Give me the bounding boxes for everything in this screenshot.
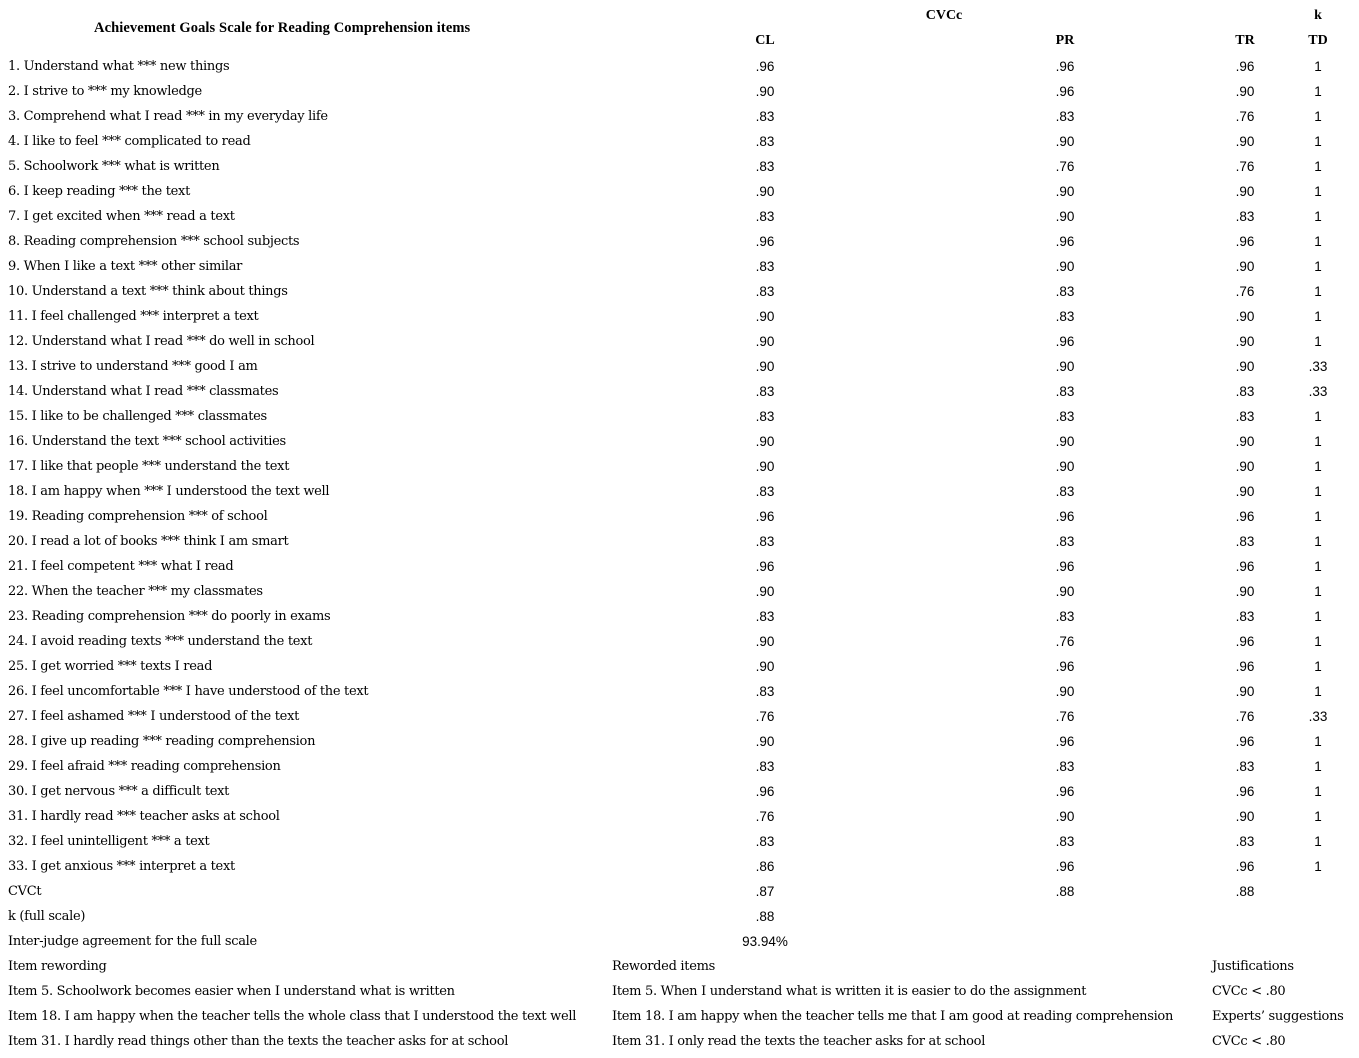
cell-pr: .76 — [1055, 709, 1075, 724]
cell-tr: .90 — [1235, 809, 1255, 824]
cell-td: 1 — [1314, 109, 1322, 124]
cell-tr: .90 — [1235, 259, 1255, 274]
row-label: 31. I hardly read *** teacher asks at school — [8, 809, 280, 824]
cell-pr: .83 — [1055, 759, 1075, 774]
cell-pr: .83 — [1055, 109, 1075, 124]
cell-tr: .96 — [1235, 234, 1255, 249]
cell-td: 1 — [1314, 809, 1322, 824]
cell-td: 1 — [1314, 284, 1322, 299]
cell-td: 1 — [1314, 634, 1322, 649]
row-label: 28. I give up reading *** reading comprehension — [8, 734, 316, 749]
cell-cl: .90 — [755, 734, 775, 749]
table-row — [0, 382, 1359, 407]
cell-pr: .83 — [1055, 484, 1075, 499]
cell-td: 1 — [1314, 184, 1322, 199]
cell-cl: .83 — [755, 284, 775, 299]
cell-pr: .83 — [1055, 284, 1075, 299]
cell-tr: .83 — [1235, 209, 1255, 224]
cell-pr: .83 — [1055, 309, 1075, 324]
cell-pr: .90 — [1055, 359, 1075, 374]
table-row — [0, 607, 1359, 632]
cell-td: 1 — [1314, 534, 1322, 549]
cell-td: 1 — [1314, 59, 1322, 74]
cell-td: 1 — [1314, 159, 1322, 174]
original-item: Item 31. I hardly read things other than the texts the teacher asks for at school — [8, 1034, 509, 1049]
table-row — [0, 357, 1359, 382]
group-header-k: k — [1314, 8, 1322, 23]
table-row — [0, 207, 1359, 232]
cell-td: 1 — [1314, 459, 1322, 474]
cell-td: 1 — [1314, 334, 1322, 349]
group-header-cvcc: CVCc — [925, 8, 963, 23]
row-label: 19. Reading comprehension *** of school — [8, 509, 268, 524]
cell-td: 1 — [1314, 134, 1322, 149]
cell-tr: .76 — [1235, 284, 1255, 299]
column-header-cl: CL — [755, 33, 775, 48]
row-label: 10. Understand a text *** think about things — [8, 284, 288, 299]
rewording-header-reworded: Reworded items — [612, 959, 715, 974]
cell-tr: .90 — [1235, 309, 1255, 324]
cell-td: 1 — [1314, 309, 1322, 324]
cell-pr: .96 — [1055, 84, 1075, 99]
cell-td: 1 — [1314, 784, 1322, 799]
cell-td: .33 — [1308, 709, 1328, 724]
cell-tr: .96 — [1235, 634, 1255, 649]
rewording-header-justification: Justifications — [1212, 959, 1294, 974]
cell-pr: .83 — [1055, 534, 1075, 549]
cell-pr: .90 — [1055, 209, 1075, 224]
table-title: Achievement Goals Scale for Reading Comprehension items — [94, 20, 471, 36]
row-label: 14. Understand what I read *** classmates — [8, 384, 279, 399]
cell-tr: .90 — [1235, 459, 1255, 474]
cell-tr: .83 — [1235, 534, 1255, 549]
table-row — [0, 757, 1359, 782]
table-row — [0, 482, 1359, 507]
cell-td: 1 — [1314, 834, 1322, 849]
row-label: k (full scale) — [8, 909, 86, 924]
cell-cl: .83 — [755, 834, 775, 849]
cell-td: .33 — [1308, 359, 1328, 374]
cell-pr: .83 — [1055, 834, 1075, 849]
row-label: 15. I like to be challenged *** classmates — [8, 409, 267, 424]
cell-td: 1 — [1314, 209, 1322, 224]
cell-td: 1 — [1314, 259, 1322, 274]
cell-tr: .83 — [1235, 759, 1255, 774]
row-label: 24. I avoid reading texts *** understand the text — [8, 634, 313, 649]
cell-cl: .90 — [755, 359, 775, 374]
cell-pr: .90 — [1055, 809, 1075, 824]
row-label: 11. I feel challenged *** interpret a text — [8, 309, 259, 324]
table-row — [0, 407, 1359, 432]
table-row — [0, 832, 1359, 857]
cell-td: .33 — [1308, 384, 1328, 399]
cell-td: 1 — [1314, 509, 1322, 524]
cell-cl: .83 — [755, 259, 775, 274]
row-label: 33. I get anxious *** interpret a text — [8, 859, 235, 874]
reworded-item: Item 31. I only read the texts the teacher asks for at school — [612, 1034, 986, 1049]
table-row — [0, 557, 1359, 582]
cell-tr: .90 — [1235, 84, 1255, 99]
cell-td: 1 — [1314, 434, 1322, 449]
row-label: 29. I feel afraid *** reading comprehension — [8, 759, 281, 774]
cell-pr: .90 — [1055, 459, 1075, 474]
rewording-row — [0, 982, 1359, 1007]
row-label: 27. I feel ashamed *** I understood of the text — [8, 709, 300, 724]
cell-tr: .96 — [1235, 734, 1255, 749]
cell-pr: .88 — [1055, 884, 1075, 899]
cell-tr: .83 — [1235, 834, 1255, 849]
cell-cl: .90 — [755, 659, 775, 674]
table-row — [0, 782, 1359, 807]
original-item: Item 5. Schoolwork becomes easier when I understand what is written — [8, 984, 455, 999]
cell-tr: .96 — [1235, 509, 1255, 524]
cell-pr: .90 — [1055, 259, 1075, 274]
cell-cl: .86 — [755, 859, 775, 874]
cell-tr: .83 — [1235, 409, 1255, 424]
cell-td: 1 — [1314, 859, 1322, 874]
justification: CVCc < .80 — [1212, 1034, 1286, 1049]
row-label: 18. I am happy when *** I understood the text well — [8, 484, 330, 499]
row-label: 30. I get nervous *** a difficult text — [8, 784, 230, 799]
table-row — [0, 582, 1359, 607]
cell-cl: .83 — [755, 484, 775, 499]
cell-cl: .76 — [755, 809, 775, 824]
cell-tr: .76 — [1235, 109, 1255, 124]
table-row — [0, 57, 1359, 82]
table-row — [0, 457, 1359, 482]
cell-pr: .96 — [1055, 334, 1075, 349]
cell-pr: .83 — [1055, 409, 1075, 424]
cell-tr: .96 — [1235, 559, 1255, 574]
reworded-item: Item 5. When I understand what is written it is easier to do the assignment — [612, 984, 1087, 999]
summary-agreement-row — [0, 932, 1359, 957]
table-row — [0, 257, 1359, 282]
cell-tr: .83 — [1235, 609, 1255, 624]
cell-cl: .83 — [755, 209, 775, 224]
cell-tr: .96 — [1235, 784, 1255, 799]
cell-pr: .76 — [1055, 634, 1075, 649]
row-label: 1. Understand what *** new things — [8, 59, 230, 74]
cell-cl: 93.94% — [742, 934, 788, 949]
table-row — [0, 332, 1359, 357]
table-row — [0, 857, 1359, 882]
cell-tr: .96 — [1235, 859, 1255, 874]
cell-tr: .90 — [1235, 134, 1255, 149]
cell-cl: .90 — [755, 184, 775, 199]
cell-cl: .90 — [755, 459, 775, 474]
cell-tr: .76 — [1235, 709, 1255, 724]
row-label: 7. I get excited when *** read a text — [8, 209, 235, 224]
row-label: 2. I strive to *** my knowledge — [8, 84, 202, 99]
cell-cl: .96 — [755, 509, 775, 524]
cell-td: 1 — [1314, 609, 1322, 624]
justification: CVCc < .80 — [1212, 984, 1286, 999]
row-label: 22. When the teacher *** my classmates — [8, 584, 263, 599]
cell-cl: .83 — [755, 684, 775, 699]
cell-td: 1 — [1314, 559, 1322, 574]
cell-pr: .83 — [1055, 609, 1075, 624]
cell-cl: .83 — [755, 159, 775, 174]
cell-tr: .90 — [1235, 684, 1255, 699]
cell-tr: .90 — [1235, 584, 1255, 599]
table-row — [0, 707, 1359, 732]
row-label: 21. I feel competent *** what I read — [8, 559, 234, 574]
cell-cl: .90 — [755, 634, 775, 649]
cell-tr: .76 — [1235, 159, 1255, 174]
cell-cl: .83 — [755, 759, 775, 774]
rewording-header-row — [0, 957, 1359, 982]
column-header-tr: TR — [1235, 33, 1255, 48]
cell-cl: .83 — [755, 409, 775, 424]
cell-cl: .88 — [755, 909, 775, 924]
cell-pr: .90 — [1055, 434, 1075, 449]
cell-cl: .83 — [755, 134, 775, 149]
row-label: 17. I like that people *** understand the text — [8, 459, 290, 474]
cell-tr: .88 — [1235, 884, 1255, 899]
table-row — [0, 432, 1359, 457]
cell-cl: .90 — [755, 334, 775, 349]
rewording-row — [0, 1032, 1359, 1057]
table-row — [0, 82, 1359, 107]
row-label: 4. I like to feel *** complicated to read — [8, 134, 251, 149]
cell-cl: .96 — [755, 59, 775, 74]
rewording-row — [0, 1007, 1359, 1032]
table-row — [0, 657, 1359, 682]
cell-td: 1 — [1314, 409, 1322, 424]
cell-pr: .96 — [1055, 59, 1075, 74]
column-header-pr: PR — [1055, 33, 1075, 48]
cell-pr: .76 — [1055, 159, 1075, 174]
cell-td: 1 — [1314, 484, 1322, 499]
cell-td: 1 — [1314, 84, 1322, 99]
cell-cl: .90 — [755, 309, 775, 324]
cell-tr: .90 — [1235, 334, 1255, 349]
column-header-td: TD — [1308, 33, 1328, 48]
table-row — [0, 282, 1359, 307]
cell-cl: .83 — [755, 384, 775, 399]
table-row — [0, 532, 1359, 557]
summary-cvct-row — [0, 882, 1359, 907]
row-label: 8. Reading comprehension *** school subjects — [8, 234, 300, 249]
cell-cl: .90 — [755, 584, 775, 599]
cell-cl: .90 — [755, 434, 775, 449]
row-label: 16. Understand the text *** school activities — [8, 434, 286, 449]
cell-td: 1 — [1314, 734, 1322, 749]
table-row — [0, 732, 1359, 757]
cell-cl: .96 — [755, 784, 775, 799]
row-label: 13. I strive to understand *** good I am — [8, 359, 258, 374]
cell-pr: .96 — [1055, 859, 1075, 874]
cell-td: 1 — [1314, 684, 1322, 699]
summary-k-row — [0, 907, 1359, 932]
cell-tr: .83 — [1235, 384, 1255, 399]
cell-pr: .96 — [1055, 509, 1075, 524]
cell-tr: .90 — [1235, 359, 1255, 374]
row-label: CVCt — [8, 884, 42, 899]
cell-pr: .90 — [1055, 684, 1075, 699]
table-row — [0, 232, 1359, 257]
justification: Experts’ suggestions — [1212, 1009, 1344, 1024]
cell-pr: .96 — [1055, 734, 1075, 749]
cell-pr: .90 — [1055, 184, 1075, 199]
cell-tr: .96 — [1235, 659, 1255, 674]
cell-td: 1 — [1314, 759, 1322, 774]
row-label: 26. I feel uncomfortable *** I have understood of the text — [8, 684, 369, 699]
cell-tr: .90 — [1235, 184, 1255, 199]
cell-pr: .96 — [1055, 234, 1075, 249]
table-row — [0, 632, 1359, 657]
row-label: 5. Schoolwork *** what is written — [8, 159, 220, 174]
reworded-item: Item 18. I am happy when the teacher tells me that I am good at reading comprehension — [612, 1009, 1174, 1024]
cell-cl: .87 — [755, 884, 775, 899]
table-row — [0, 107, 1359, 132]
cell-cl: .83 — [755, 609, 775, 624]
cell-td: 1 — [1314, 234, 1322, 249]
row-label: 3. Comprehend what I read *** in my everyday life — [8, 109, 328, 124]
cell-pr: .83 — [1055, 384, 1075, 399]
cell-td: 1 — [1314, 659, 1322, 674]
row-label: Inter-judge agreement for the full scale — [8, 934, 257, 949]
table-row — [0, 507, 1359, 532]
rewording-header-original: Item rewording — [8, 959, 107, 974]
table-row — [0, 157, 1359, 182]
table-row — [0, 307, 1359, 332]
cell-tr: .90 — [1235, 434, 1255, 449]
cell-cl: .96 — [755, 559, 775, 574]
table-row — [0, 807, 1359, 832]
table-row — [0, 182, 1359, 207]
cell-tr: .90 — [1235, 484, 1255, 499]
cell-pr: .96 — [1055, 784, 1075, 799]
cell-td: 1 — [1314, 584, 1322, 599]
cell-cl: .76 — [755, 709, 775, 724]
row-label: 20. I read a lot of books *** think I am smart — [8, 534, 289, 549]
cell-tr: .96 — [1235, 59, 1255, 74]
original-item: Item 18. I am happy when the teacher tells the whole class that I understood the text well — [8, 1009, 577, 1024]
cell-pr: .96 — [1055, 559, 1075, 574]
cell-pr: .90 — [1055, 134, 1075, 149]
cell-pr: .96 — [1055, 659, 1075, 674]
table-row — [0, 132, 1359, 157]
row-label: 23. Reading comprehension *** do poorly in exams — [8, 609, 331, 624]
row-label: 12. Understand what I read *** do well in school — [8, 334, 315, 349]
cell-pr: .90 — [1055, 584, 1075, 599]
cell-cl: .90 — [755, 84, 775, 99]
cell-cl: .83 — [755, 534, 775, 549]
row-label: 9. When I like a text *** other similar — [8, 259, 243, 274]
row-label: 32. I feel unintelligent *** a text — [8, 834, 210, 849]
table-row — [0, 682, 1359, 707]
cell-cl: .83 — [755, 109, 775, 124]
row-label: 25. I get worried *** texts I read — [8, 659, 213, 674]
row-label: 6. I keep reading *** the text — [8, 184, 191, 199]
cell-cl: .96 — [755, 234, 775, 249]
